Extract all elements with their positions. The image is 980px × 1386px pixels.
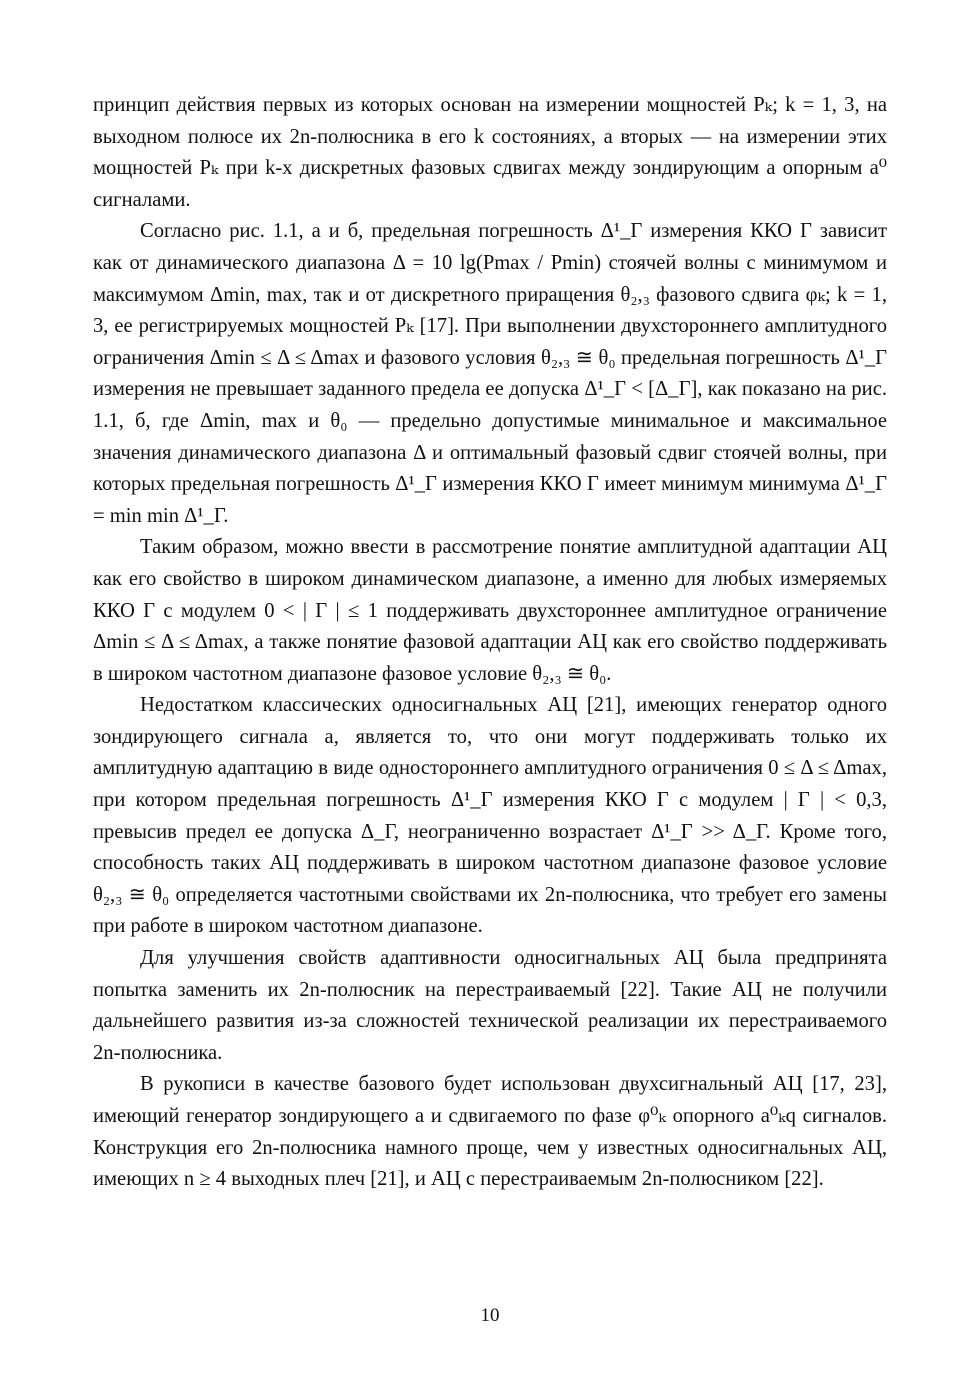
paragraph: Недостатком классических односигнальных АЦ [21], имеющих генератор одного зондирующего сигнала a, является то, что они могут поддерживать только их амплитудную адаптацию в виде одностороннего амплитудного ограничения 0 ≤ Δ ≤ Δmax, при котором предельная погрешность Δ¹_Γ измерения ККО Γ с модулем | Γ | < 0,3, превысив предел ее допуска Δ_Γ, неограниченно возрастает Δ¹_Γ >> Δ_Γ. Кроме того, способность таких АЦ поддерживать в широком частотном диапазоне фазовое условие θ₂,₃ ≅ θ₀ определяется частотными свойствами их 2n-полюсника, что требует его замены при работе в широком частотном диапазоне.	[93, 694, 887, 938]
body-text	[93, 90, 887, 1196]
paragraph: принцип действия первых из которых основан на измерении мощностей Pₖ; k = 1, 3, на выходном полюсе их 2n-полюсника в его k состояниях, а вторых — на измерении этих мощностей Pₖ при k-х дискретных фазовых сдвигах между зондирующим a опорным a⁰ сигналами.	[93, 94, 887, 211]
paragraph: В рукописи в качестве базового будет использован двухсигнальный АЦ [17, 23], имеющий генератор зондирующего a и сдвигаемого по фазе φ⁰ₖ опорного a⁰ₖq сигналов. Конструкция его 2n-полюсника намного проще, чем у известных односигнальных АЦ, имеющих n ≥ 4 выходных плеч [21], и АЦ с перестраиваемым 2n-полюсником [22].	[93, 1073, 887, 1191]
paragraph: Для улучшения свойств адаптивности односигнальных АЦ была предпринята попытка заменить их 2n-полюсник на перестраиваемый [22]. Такие АЦ не получили дальнейшего развития из-за сложностей технической реализации их перестраиваемого 2n-полюсника.	[93, 947, 887, 1064]
paragraph: Согласно рис. 1.1, а и б, предельная погрешность Δ¹_Γ измерения ККО Γ зависит как от динамического диапазона Δ = 10 lg(Pmax / Pmin) стоячей волны с минимумом и максимумом Δmin, max, так и от дискретного приращения θ₂,₃ фазового сдвига φₖ; k = 1, 3, ее регистрируемых мощностей Pₖ [17]. При выполнении двухстороннего амплитудного ограничения Δmin ≤ Δ ≤ Δmax и фазового условия θ₂,₃ ≅ θ₀ предельная погрешность Δ¹_Γ измерения не превышает заданного предела ее допуска Δ¹_Γ < [Δ_Γ], как показано на рис. 1.1, б, где Δmin, max и θ₀ — предельно допустимые минимальное и максимальное значения динамического диапазона Δ и оптимальный фазовый сдвиг стоячей волны, при которых предельная погрешность Δ¹_Γ измерения ККО Γ имеет минимум минимума Δ¹_Γ = min min Δ¹_Γ.	[93, 220, 887, 527]
page-number: 10	[480, 1305, 500, 1326]
paragraph: Таким образом, можно ввести в рассмотрение понятие амплитудной адаптации АЦ как его свойство в широком динамическом диапазоне, а именно для любых измеряемых ККО Γ с модулем 0 < | Γ | ≤ 1 поддерживать двухстороннее амплитудное ограничение Δmin ≤ Δ ≤ Δmax, а также понятие фазовой адаптации АЦ как его свойство поддерживать в широком частотном диапазоне фазовое условие θ₂,₃ ≅ θ₀.	[93, 536, 887, 685]
